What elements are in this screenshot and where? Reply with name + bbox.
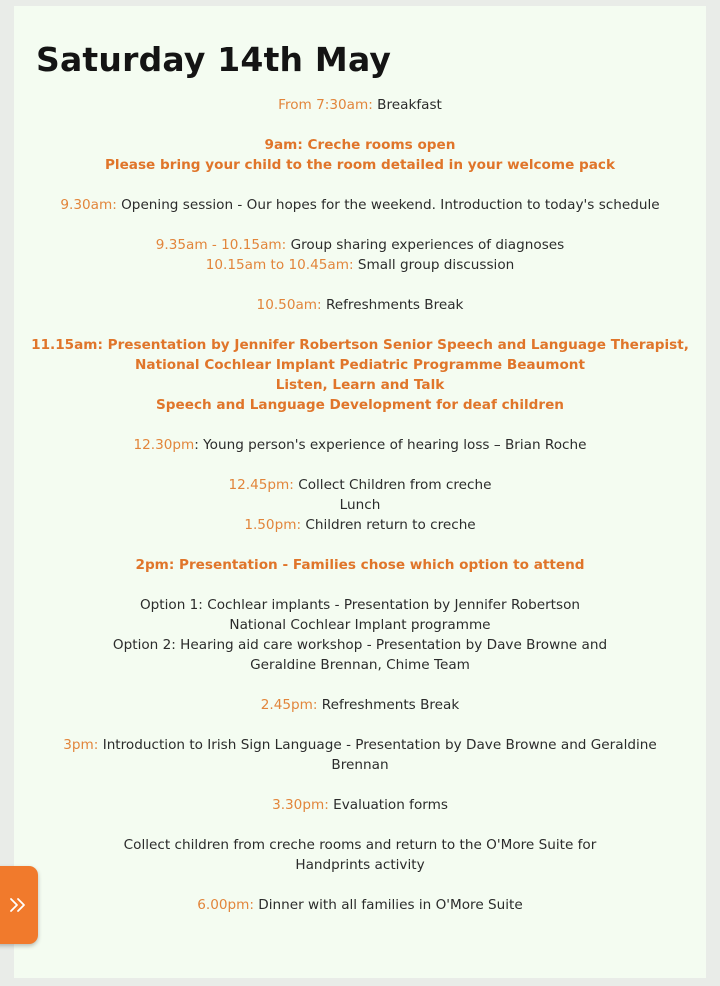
item-isl-continued: Brennan [331,757,389,773]
event-text: Opening session - Our hopes for the weekend. Introduction to today's schedule [121,197,660,213]
time-label: 10.50am: [256,297,322,313]
event-text: Breakfast [377,97,442,113]
next-page-button[interactable] [0,866,38,944]
item-opening-session [14,195,706,215]
event-text: Collect Children from creche [298,477,492,493]
page-title: Saturday 14th May [36,40,392,79]
time-label: From 7:30am: [278,97,373,113]
option-1-line: Option 1: Cochlear implants - Presentation by Jennifer Robertson [139,597,581,613]
presentation-1-title: Listen, Learn and Talk [275,377,445,393]
item-refreshments-2 [14,695,706,715]
item-handprints-activity: Handprints activity [295,857,425,873]
event-text: Refreshments Break [321,697,460,713]
item-young-person [14,435,706,455]
event-text: Group sharing experiences of diagnoses [290,237,565,253]
item-collect-children [14,475,706,495]
event-text: Introduction to Irish Sign Language - Presentation by Dave Browne and Geraldine [102,737,657,753]
item-irish-sign-language [14,735,706,755]
item-dinner [14,895,706,915]
time-label: 1.50pm: [244,517,302,533]
presentation-1-programme: National Cochlear Implant Pediatric Programme Beaumont [135,357,585,373]
item-children-return [14,515,706,535]
schedule-list [14,95,706,915]
time-label: 12.30pm [133,437,195,453]
event-text: : Young person's experience of hearing loss – Brian Roche [194,437,587,453]
presentation-1-subtitle: Speech and Language Development for deaf children [156,397,564,413]
item-small-group [14,255,706,275]
option-2-line: Option 2: Hearing aid care workshop - Presentation by Dave Browne and [112,637,608,653]
event-text: Children return to creche [305,517,476,533]
time-label: 6.00pm: [197,897,254,913]
event-text: Evaluation forms [333,797,448,813]
event-text: Dinner with all families in O'More Suite [258,897,523,913]
item-handprints: Collect children from creche rooms and return to the O'More Suite for [123,837,597,853]
creche-note: Please bring your child to the room detailed in your welcome pack [104,157,616,173]
item-lunch: Lunch [339,497,381,513]
item-breakfast [14,95,706,115]
option-1-programme: National Cochlear Implant programme [229,617,491,633]
item-evaluation [14,795,706,815]
time-label: 9.30am: [60,197,117,213]
creche-open-heading: 9am: Creche rooms open [264,137,456,153]
presentation-2-heading: 2pm: Presentation - Families chose which option to attend [135,557,585,573]
item-group-sharing [14,235,706,255]
option-2-presenters: Geraldine Brennan, Chime Team [250,657,470,673]
time-label: 3.30pm: [272,797,329,813]
time-label: 2.45pm: [260,697,318,713]
time-label: 3pm: [63,737,99,753]
time-label: 12.45pm: [228,477,294,493]
item-refreshments-1 [14,295,706,315]
time-label: 9.35am - 10.15am: [155,237,287,253]
event-text: Refreshments Break [325,297,464,313]
event-text: Small group discussion [357,257,515,273]
time-label: 10.15am to 10.45am: [205,257,354,273]
double-chevron-right-icon [9,896,27,914]
presentation-1-heading: 11.15am: Presentation by Jennifer Robertson Senior Speech and Language Therapist, [31,337,689,353]
